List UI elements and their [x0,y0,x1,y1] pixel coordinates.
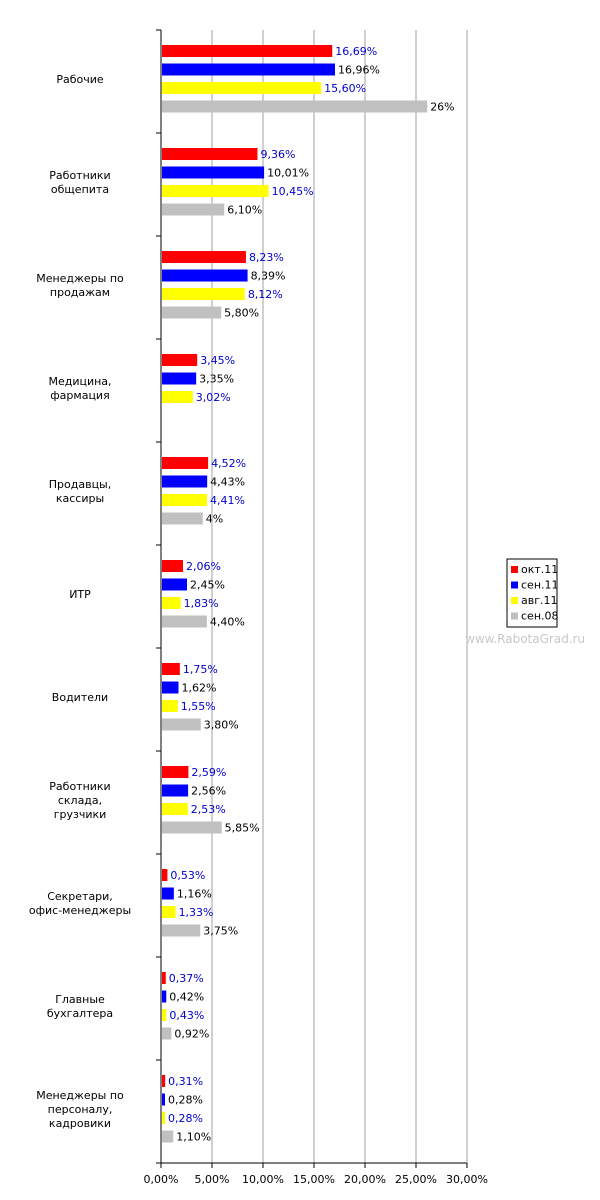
bar [162,494,207,506]
bar [162,148,257,160]
data-label: 16,96% [337,63,380,77]
bar [162,579,187,591]
data-label: 0,31% [168,1075,204,1088]
bar [162,354,197,366]
bar [162,560,183,572]
category-label: Менеджеры по продажам [36,271,124,299]
bar [162,991,166,1003]
data-label: 3,35% [199,372,235,386]
category-label: ИТР [69,587,91,601]
data-label: 6,10% [227,203,263,217]
data-label: 3,02% [195,391,231,404]
x-tick-label: 20,00% [344,1173,386,1186]
category-label: Водители [51,690,109,704]
data-label: 8,39% [250,269,286,283]
category-label: Продавцы, кассиры [48,477,112,505]
data-label: 1,75% [182,663,218,676]
x-tick-label: 0,00% [143,1173,179,1186]
bar [162,1075,165,1087]
data-label: 10,45% [271,185,314,198]
data-label: 5,85% [224,821,260,835]
data-label: 3,45% [200,354,236,367]
data-label: 0,37% [168,972,204,985]
x-tick-label: 30,00% [446,1173,488,1186]
bar [162,663,180,675]
data-label: 15,60% [324,82,367,95]
bar [162,822,222,834]
data-label: 2,59% [191,766,227,779]
legend-label: сен.08 [521,609,559,623]
data-label: 8,12% [247,288,283,301]
data-label: 0,28% [168,1112,203,1125]
data-label: 2,06% [186,560,221,573]
data-label: 1,83% [183,597,219,610]
bar [162,45,332,57]
data-label: 0,53% [170,869,206,882]
category-label: Медицина, фармация [48,374,112,402]
data-label: 10,01% [267,166,310,180]
bar [162,888,174,900]
legend-swatch [511,566,518,573]
legend-swatch [511,597,518,604]
category-labels [29,73,131,1130]
bar [162,373,196,385]
data-label: 1,62% [181,681,217,695]
data-label: 5,80% [224,306,260,320]
bar [162,391,193,403]
data-label: 4,52% [211,457,247,470]
bar [162,457,208,469]
bar [162,1009,166,1021]
category-label: Работники общепита [49,168,111,196]
bar [162,1131,173,1143]
data-label: 4,41% [209,494,245,507]
data-label: 0,43% [169,1009,205,1022]
bar [162,82,321,94]
bar [162,616,207,628]
data-label: 0,28% [168,1093,203,1107]
bar [162,972,166,984]
data-label: 3,80% [203,718,239,732]
x-tick-label: 10,00% [242,1173,284,1186]
x-tick-label: 15,00% [293,1173,335,1186]
x-tick-label: 5,00% [194,1173,230,1186]
bar [162,803,188,815]
bar [162,1112,165,1124]
data-label: 26% [430,100,455,114]
bar [162,925,200,937]
data-label: 9,36% [260,148,296,161]
data-label: 2,45% [189,578,225,592]
bar [162,185,269,197]
legend-swatch [511,613,518,620]
category-label: Главные бухгалтера [46,992,114,1020]
bar [162,476,207,488]
bar [162,167,264,179]
category-label: Менеджеры по персоналу, кадровики [36,1088,124,1130]
data-label: 1,10% [176,1130,212,1144]
bar [162,204,224,216]
bar [162,719,201,731]
legend-label: авг.11 [521,594,558,607]
data-label: 8,23% [248,251,284,264]
watermark: www.RabotaGrad.ru [465,632,586,646]
data-label: 3,75% [203,924,239,938]
x-tick-labels [144,1173,488,1186]
bar [162,64,335,76]
data-label: 1,55% [180,700,216,713]
bar [162,766,188,778]
data-label: 2,53% [190,803,226,816]
legend-swatch [511,582,518,589]
bar [162,700,178,712]
bar [162,513,203,525]
bar [162,307,221,319]
legend [507,559,559,627]
data-label: 2,56% [191,784,227,798]
category-label: Работники склада, грузчики [49,779,111,821]
category-label: Рабочие [56,72,104,86]
bar [162,288,245,300]
data-label: 16,69% [335,45,378,58]
data-label: 0,92% [174,1027,210,1041]
bar [162,101,427,113]
bar [162,682,179,694]
legend-label: сен.11 [521,578,559,592]
x-tick-label: 25,00% [395,1173,437,1186]
data-label: 1,33% [178,906,214,919]
bar [162,906,176,918]
data-label: 0,42% [169,990,205,1004]
bar [162,270,248,282]
bar [162,785,188,797]
bar [162,1028,171,1040]
bar [162,597,181,609]
data-label: 4% [205,512,224,526]
category-label: Секретари, офис-менеджеры [28,889,132,917]
data-label: 4,43% [210,475,246,489]
data-label: 1,16% [176,887,212,901]
legend-label: окт.11 [521,563,559,576]
bar [162,869,167,881]
bar [162,251,246,263]
bar [162,1094,165,1106]
data-label: 4,40% [209,615,245,629]
